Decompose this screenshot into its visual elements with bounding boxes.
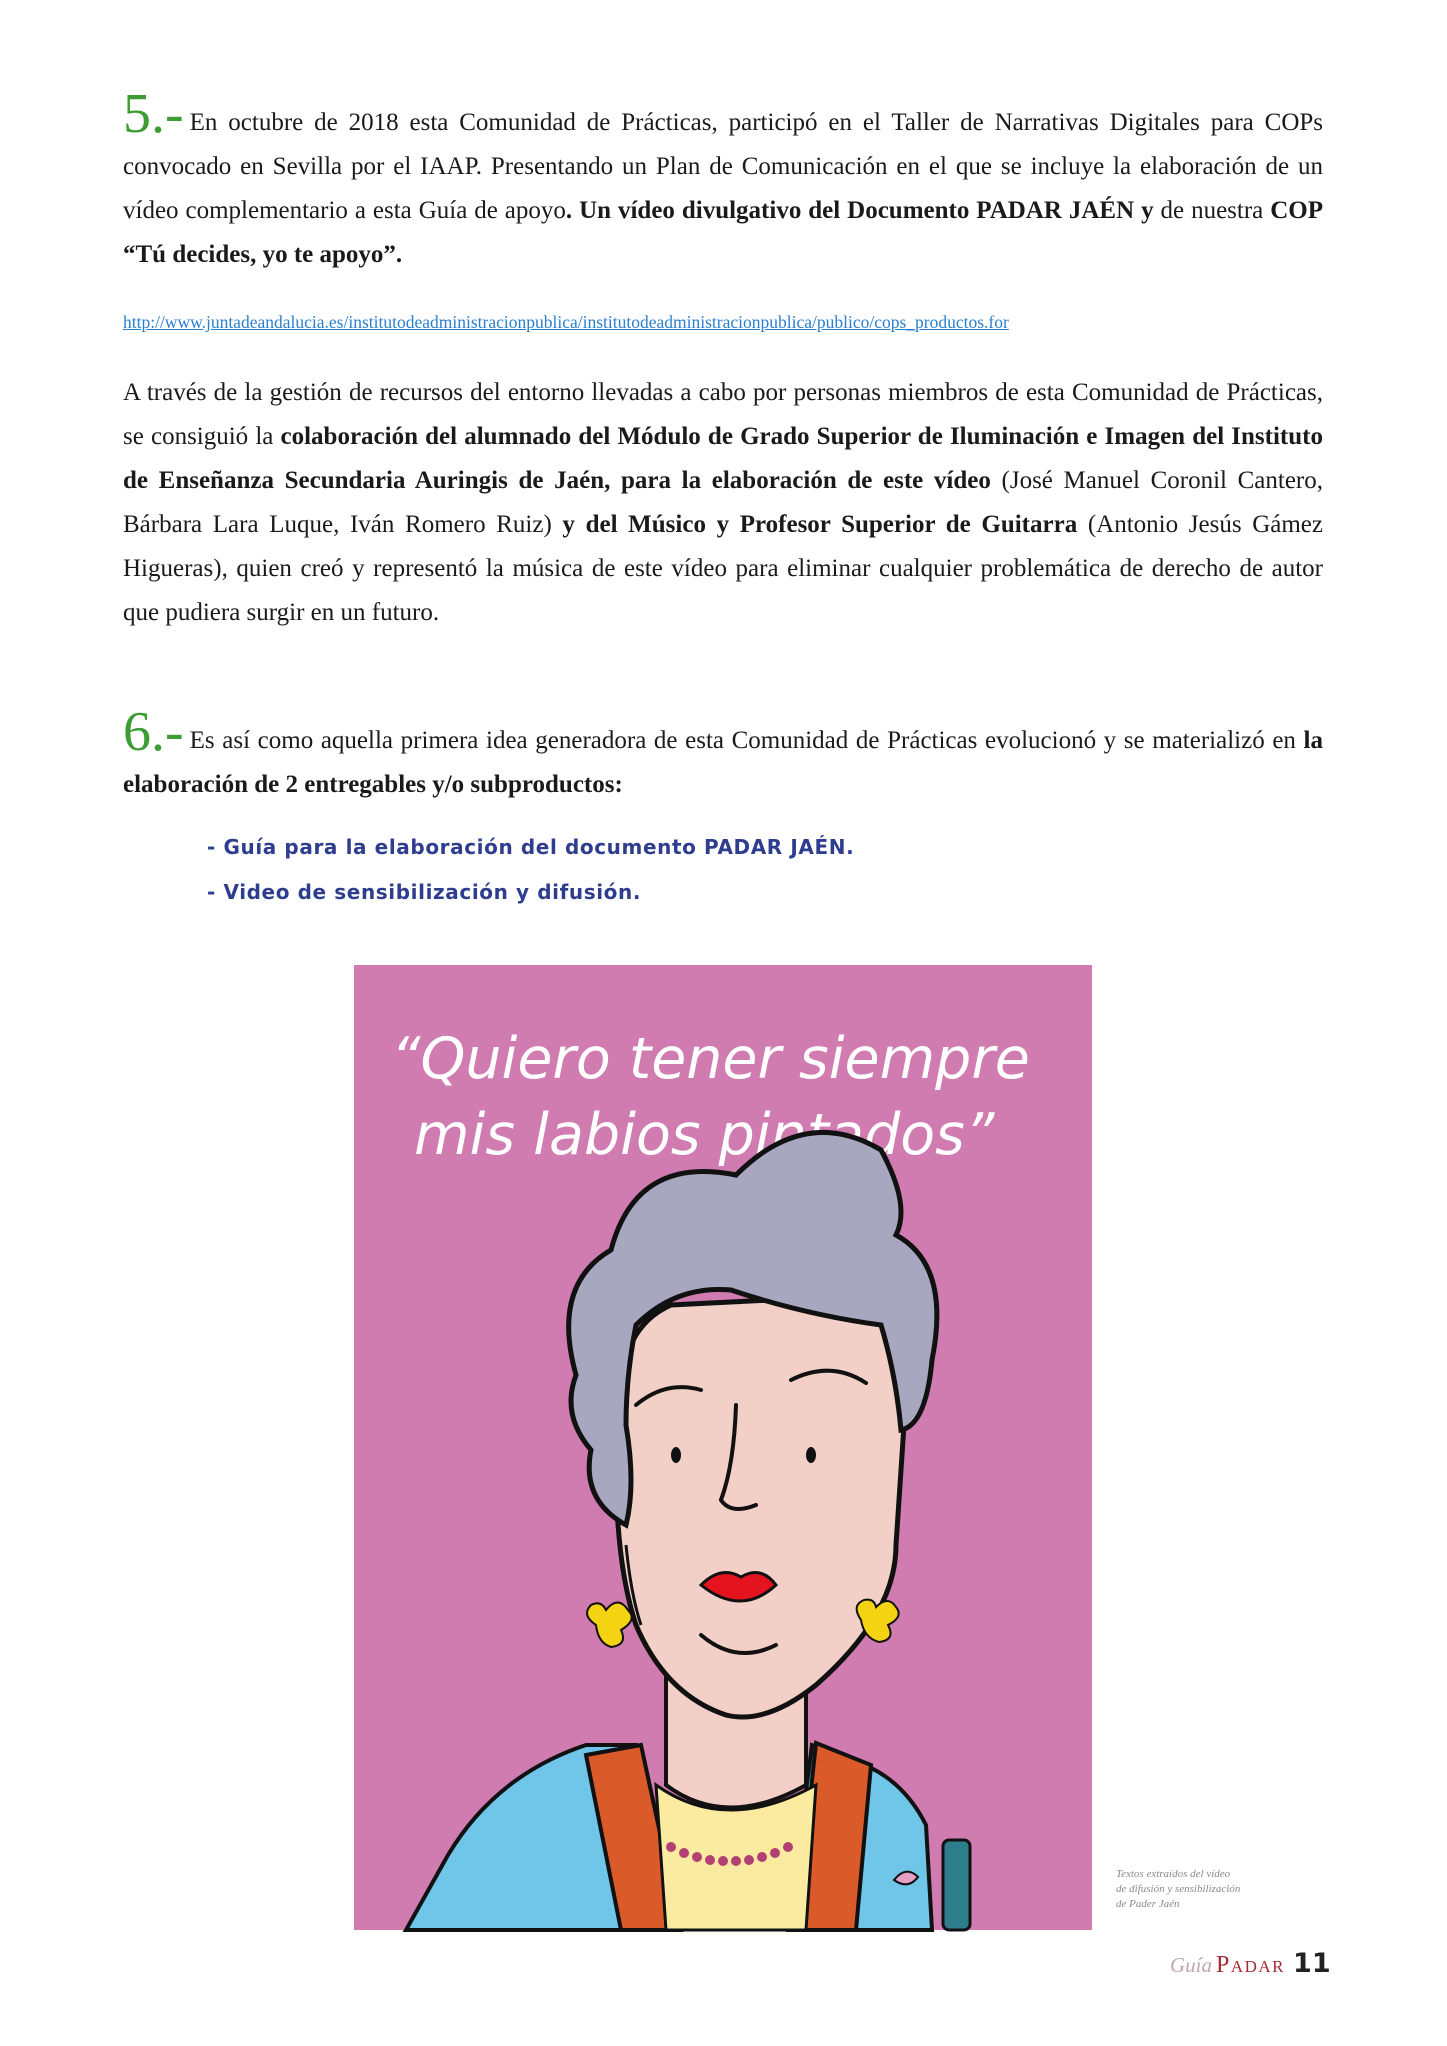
quote-line-1: “Quiero tener siempre [391,1026,1030,1092]
footer-padar: Padar [1216,1952,1286,1978]
deliverables-list [207,825,854,915]
credit-line: de Pader Jaén [1116,1898,1180,1910]
bag-strap [943,1840,970,1930]
cops-products-link[interactable]: http://www.juntadeandalucia.es/institutodeadministracionpublica/institutodeadministracionpublica/publico/cops_productos.for [123,312,1009,332]
collaboration-text-2: (José Manuel Coronil Cantero, Bárbara Lara Luque, Iván Romero Ruiz) [123,467,1323,538]
section-6-paragraph [123,701,1323,807]
illustration-credit [1116,1867,1306,1912]
illustration-poster [336,905,1109,2005]
credit-line: de difusión y sensibilización [1116,1883,1241,1895]
footer-guia: Guía [1170,1953,1212,1977]
collaboration-text-3: (Antonio Jesús Gámez Higueras), quien creó y representó la música de este vídeo para eliminar cualquier problemática de derecho de autor que pudiera surgir en un futuro. [123,511,1323,626]
collaboration-bold-1: colaboración del alumnado del Módulo de Grado Superior de Iluminación e Imagen del Instituto de Enseñanza Secundaria Auringis de Jaén, para la elaboración de este vídeo [123,423,1323,494]
deliverable-item: - Guía para la elaboración del documento PADAR JAÉN. [207,835,855,859]
section-6-number: 6.- [123,701,184,763]
section-5-bold-1: . Un vídeo divulgativo del Documento PADAR JAÉN y [565,197,1154,224]
section-5-text-2: de nuestra [1153,197,1271,224]
section-6-text: Es así como aquella primera idea generadora de esta Comunidad de Prácticas evolucionó y se materializó en [189,727,1304,754]
section-5-paragraph [123,83,1323,277]
section-5-number: 5.- [123,83,184,145]
page-number: 11 [1293,1948,1331,1979]
left-eye [671,1447,681,1463]
deliverable-item: - Video de sensibilización y difusión. [207,880,642,904]
section-6-bold: la elaboración de 2 entregables y/o subproductos: [123,727,1323,798]
right-eye [806,1447,816,1463]
page-footer [1170,1948,1331,1979]
collaboration-bold-2: y del Músico y Profesor Superior de Guitarra [562,511,1078,538]
quote-line-2: mis labios pintados” [414,1102,995,1168]
collaboration-paragraph [123,371,1323,635]
credit-line: Textos extraídos del vídeo [1116,1868,1231,1880]
section-5-bold-2: COP “Tú decides, yo te apoyo”. [123,197,1323,268]
collaboration-text: A través de la gestión de recursos del entorno llevadas a cabo por personas miembros de esta Comunidad de Prácticas, se consiguió la [123,379,1323,450]
section-5-text: En octubre de 2018 esta Comunidad de Prácticas, participó en el Taller de Narrativas Digitales para COPs convocado en Sevilla por el IAAP. Presentando un Plan de Comunicación en el que se incluye la elaboración de un vídeo complementario a esta Guía de apoyo [123,109,1323,224]
